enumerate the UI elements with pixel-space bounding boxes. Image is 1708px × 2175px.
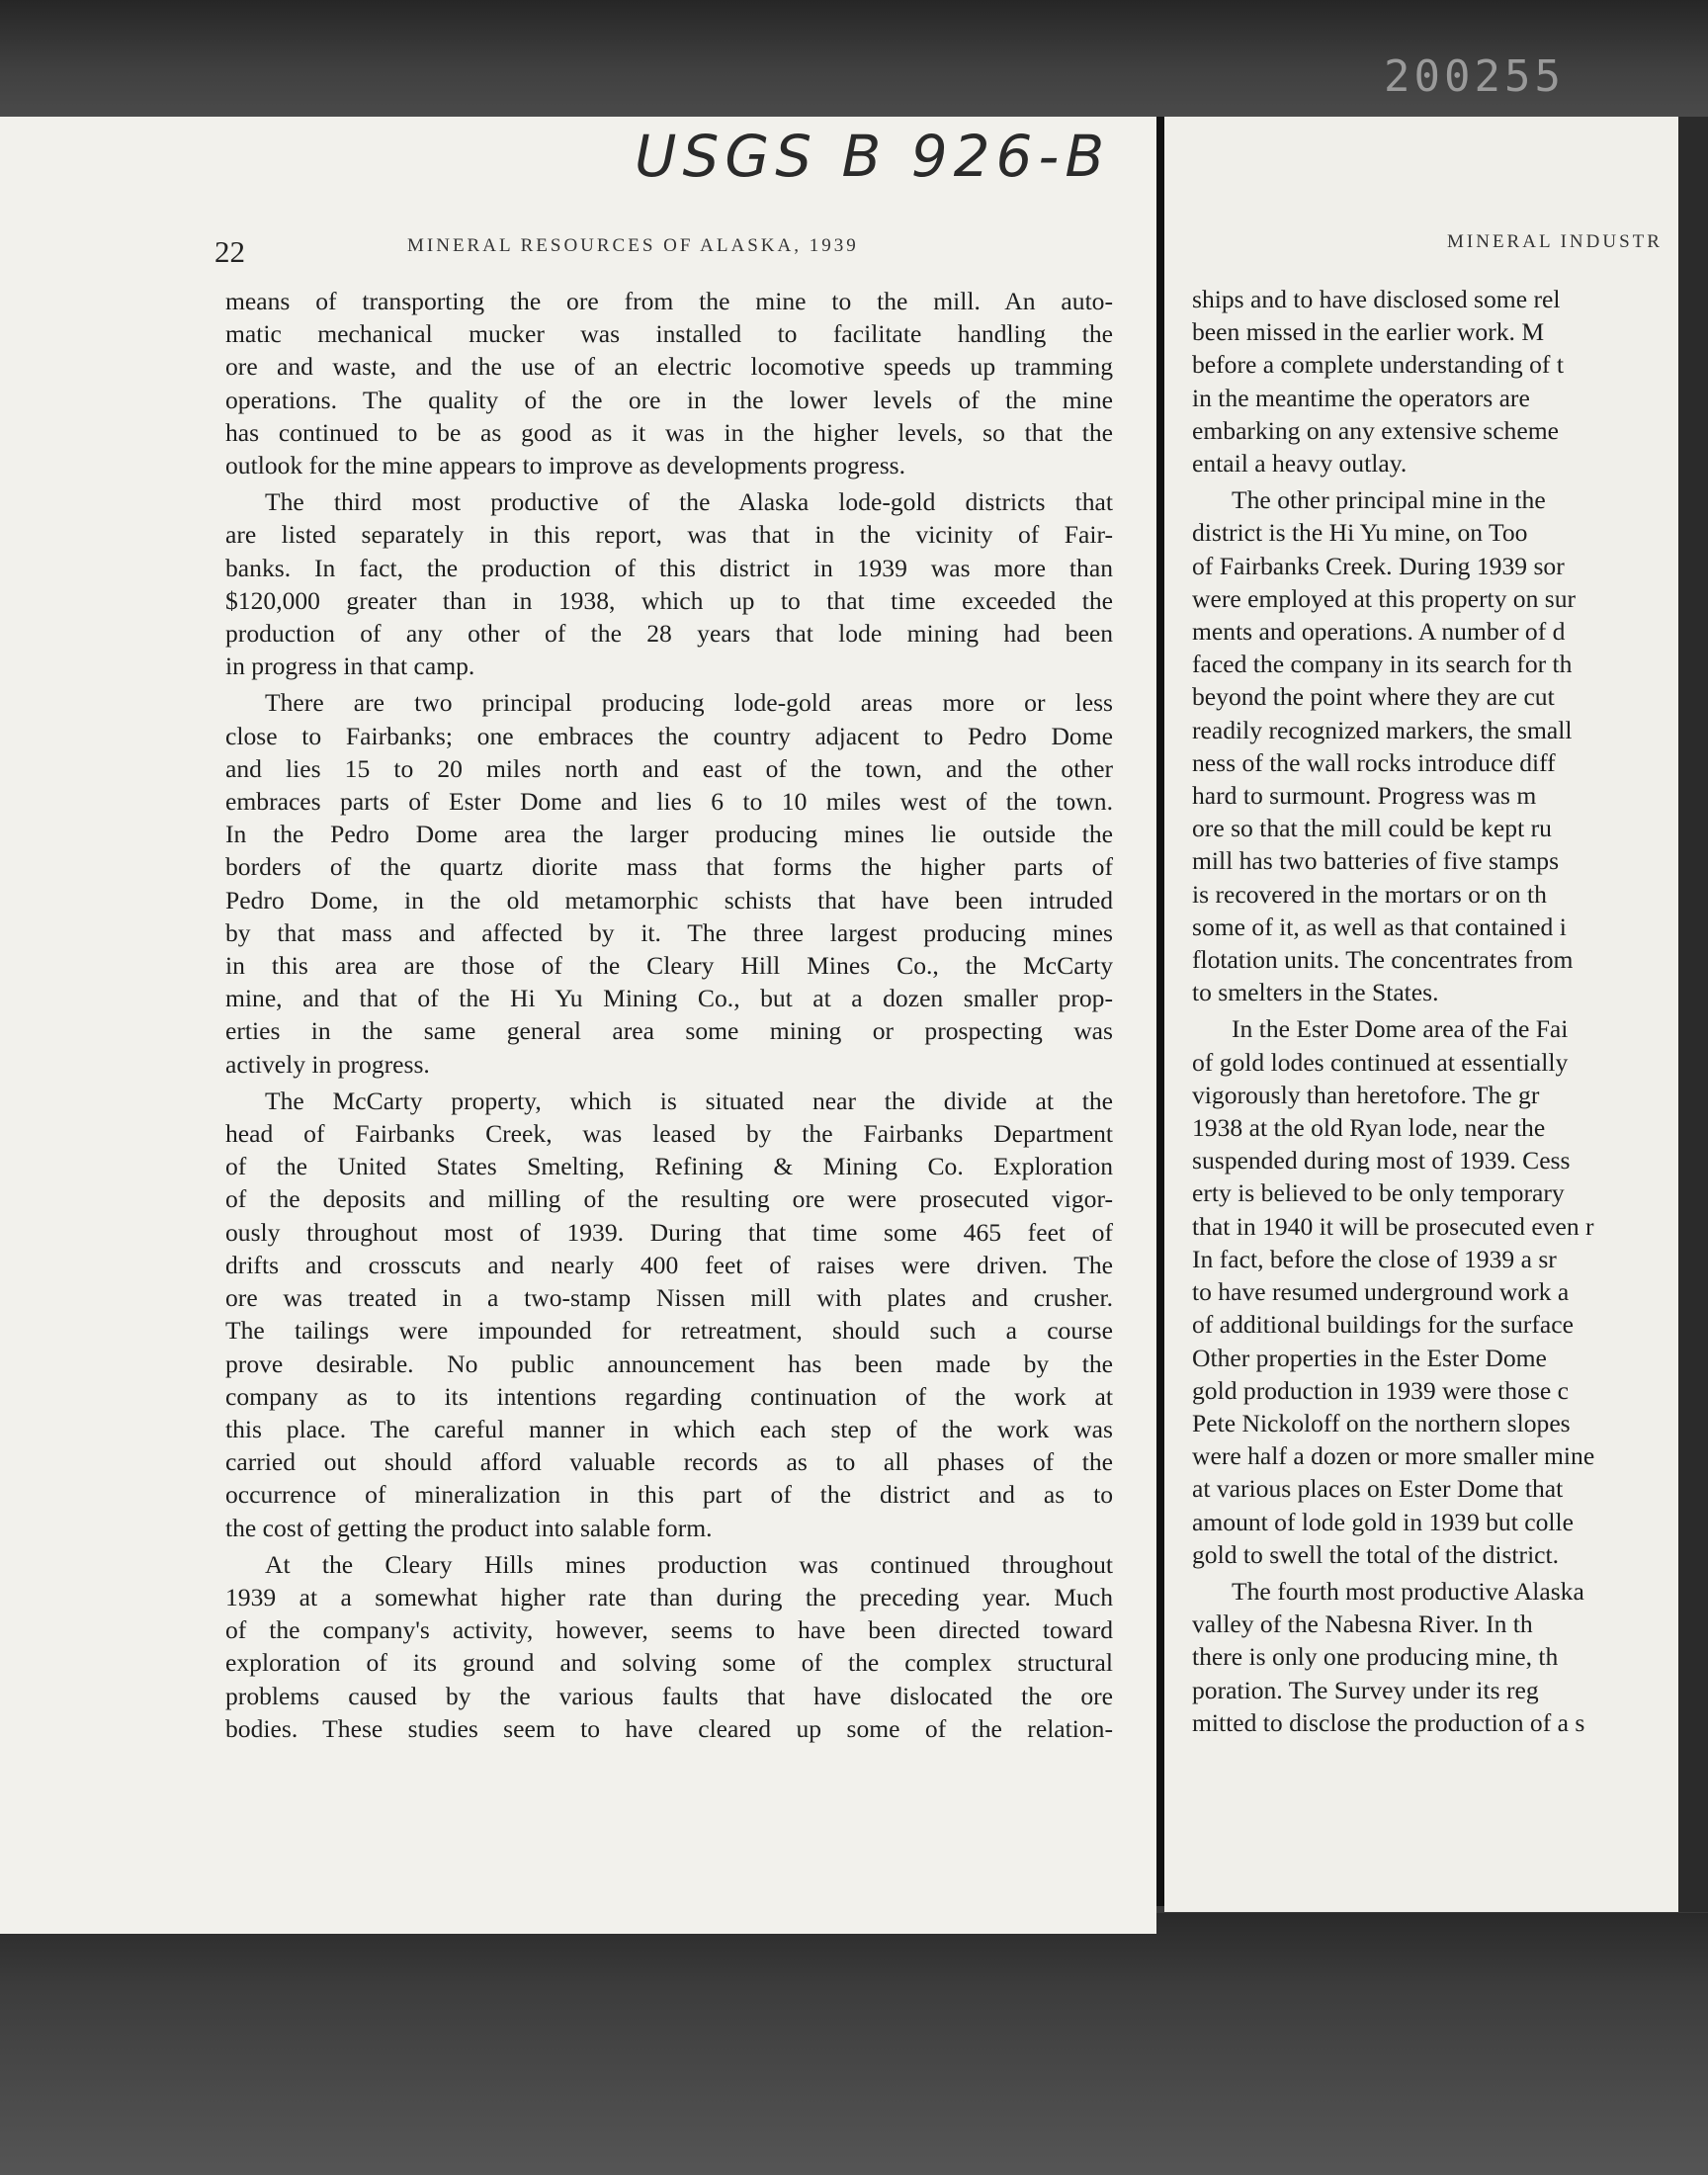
text-line: are listed separately in this report, was that in the vicinity of Fair-	[225, 520, 1113, 550]
text-line: Pedro Dome, in the old metamorphic schists that have been intruded	[225, 885, 1113, 914]
text-line: actively in progress.	[225, 1049, 430, 1079]
text-line: erty is believed to be only temporary	[1192, 1178, 1565, 1208]
text-line: this place. The careful manner in which each step of the work was	[225, 1414, 1113, 1443]
text-line: banks. In fact, the production of this district in 1939 was more than	[225, 553, 1113, 582]
scan-border-right	[1678, 117, 1708, 1912]
text-line: At the Cleary Hills mines production was continued throughout	[265, 1549, 1113, 1579]
page-gutter	[1156, 117, 1164, 1906]
text-line: mine, and that of the Hi Yu Mining Co., but at a dozen smaller prop-	[225, 984, 1113, 1013]
text-line: that in 1940 it will be prosecuted even r	[1192, 1211, 1594, 1241]
text-line: erties in the same general area some mining or prospecting was	[225, 1016, 1113, 1046]
text-line: faced the company in its search for th	[1192, 650, 1573, 679]
text-line: is recovered in the mortars or on th	[1192, 879, 1547, 909]
scan-border-bottom	[0, 1913, 1708, 2175]
page-number: 22	[214, 234, 245, 269]
text-line: occurrence of mineralization in this part of the district and as to	[225, 1480, 1113, 1510]
handwritten-catalog-note: USGS B 926-B	[635, 123, 1111, 190]
text-line: company as to its intentions regarding continuation of the work at	[225, 1381, 1113, 1411]
left-running-head: MINERAL RESOURCES OF ALASKA, 1939	[407, 235, 859, 256]
text-line: hard to surmount. Progress was m	[1192, 781, 1537, 811]
archive-stamp-number: 200255	[1384, 51, 1565, 102]
text-line: district is the Hi Yu mine, on Too	[1192, 518, 1528, 548]
text-line: ore and waste, and the use of an electric locomotive speeds up tramming	[225, 352, 1113, 382]
text-line: mill has two batteries of five stamps	[1192, 846, 1560, 876]
text-line: flotation units. The concentrates from	[1192, 945, 1574, 975]
text-line: ously throughout most of 1939. During that time some 465 feet of	[225, 1217, 1113, 1247]
text-line: In fact, before the close of 1939 a sr	[1192, 1244, 1557, 1273]
text-line: $120,000 greater than in 1938, which up to that time exceeded the	[225, 585, 1113, 615]
text-line: carried out should afford valuable records as to all phases of the	[225, 1447, 1113, 1477]
text-line: the cost of getting the product into salable form.	[225, 1513, 713, 1542]
text-line: bodies. These studies seem to have cleared up some of the relation-	[225, 1713, 1113, 1743]
text-line: there is only one producing mine, th	[1192, 1642, 1559, 1672]
right-page-text	[1192, 283, 1678, 1739]
text-line: embraces parts of Ester Dome and lies 6 to 10 miles west of the town.	[225, 787, 1113, 817]
text-line: embarking on any extensive scheme	[1192, 415, 1559, 445]
text-line: were employed at this property on sur	[1192, 583, 1577, 613]
text-line: in this area are those of the Cleary Hill Mines Co., the McCarty	[225, 951, 1113, 981]
text-line: of the deposits and milling of the resulting ore were prosecuted vigor-	[225, 1184, 1113, 1214]
text-line: The tailings were impounded for retreatment, should such a course	[225, 1316, 1113, 1346]
text-line: entail a heavy outlay.	[1192, 449, 1408, 478]
text-line: of Fairbanks Creek. During 1939 sor	[1192, 551, 1565, 580]
text-line: suspended during most of 1939. Cess	[1192, 1146, 1571, 1175]
text-line: ore was treated in a two-stamp Nissen mill with plates and crusher.	[225, 1283, 1113, 1313]
text-line: before a complete understanding of t	[1192, 350, 1564, 380]
text-line: of the United States Smelting, Refining & Mining Co. Exploration	[225, 1152, 1113, 1181]
text-line: to smelters in the States.	[1192, 978, 1439, 1007]
text-line: to have resumed underground work a	[1192, 1277, 1570, 1307]
text-line: production of any other of the 28 years that lode mining had been	[225, 619, 1113, 649]
text-line: Other properties in the Ester Dome	[1192, 1343, 1547, 1372]
text-line: gold to swell the total of the district.	[1192, 1539, 1560, 1569]
text-line: beyond the point where they are cut	[1192, 682, 1555, 712]
text-line: close to Fairbanks; one embraces the country adjacent to Pedro Dome	[225, 721, 1113, 750]
text-line: of gold lodes continued at essentially	[1192, 1047, 1569, 1077]
text-line: operations. The quality of the ore in the lower levels of the mine	[225, 385, 1113, 414]
text-line: of additional buildings for the surface	[1192, 1310, 1574, 1340]
text-line: readily recognized markers, the small	[1192, 715, 1573, 744]
text-line: at various places on Ester Dome that	[1192, 1474, 1564, 1504]
text-line: outlook for the mine appears to improve as developments progress.	[225, 451, 906, 480]
text-line: 1938 at the old Ryan lode, near the	[1192, 1113, 1546, 1143]
text-line: were half a dozen or more smaller mine	[1192, 1441, 1595, 1471]
text-line: poration. The Survey under its reg	[1192, 1675, 1539, 1704]
text-line: vigorously than heretofore. The gr	[1192, 1080, 1540, 1109]
right-page	[1164, 117, 1678, 1912]
text-line: borders of the quartz diorite mass that forms the higher parts of	[225, 852, 1113, 882]
text-line: gold production in 1939 were those c	[1192, 1375, 1569, 1405]
text-line: been missed in the earlier work. M	[1192, 317, 1545, 347]
text-line: head of Fairbanks Creek, was leased by the Fairbanks Department	[225, 1119, 1113, 1149]
text-line: amount of lode gold in 1939 but colle	[1192, 1507, 1574, 1536]
text-line: drifts and crosscuts and nearly 400 feet of raises were driven. The	[225, 1250, 1113, 1279]
right-running-head: MINERAL INDUSTR	[1447, 231, 1663, 252]
text-line: some of it, as well as that contained i	[1192, 912, 1567, 941]
text-line: In the Pedro Dome area the larger producing mines lie outside the	[225, 820, 1113, 849]
text-line: by that mass and affected by it. The three largest producing mines	[225, 917, 1113, 947]
text-line: of the company's activity, however, seems to have been directed toward	[225, 1615, 1113, 1645]
text-line: In the Ester Dome area of the Fai	[1232, 1014, 1569, 1044]
text-line: ore so that the mill could be kept ru	[1192, 814, 1552, 843]
text-line: The other principal mine in the	[1232, 485, 1546, 515]
text-line: The third most productive of the Alaska lode-gold districts that	[265, 487, 1113, 517]
text-line: prove desirable. No public announcement has been made by the	[225, 1348, 1113, 1378]
text-line: The fourth most productive Alaska	[1232, 1576, 1584, 1606]
text-line: has continued to be as good as it was in the higher levels, so that the	[225, 417, 1113, 447]
text-line: and lies 15 to 20 miles north and east of the town, and the other	[225, 753, 1113, 783]
text-line: 1939 at a somewhat higher rate than during the preceding year. Much	[225, 1582, 1113, 1611]
text-line: exploration of its ground and solving some of the complex structural	[225, 1648, 1113, 1678]
text-line: ments and operations. A number of d	[1192, 617, 1566, 647]
text-line: problems caused by the various faults that have dislocated the ore	[225, 1681, 1113, 1710]
text-line: ness of the wall rocks introduce diff	[1192, 747, 1556, 777]
text-line: matic mechanical mucker was installed to facilitate handling the	[225, 319, 1113, 349]
text-line: in progress in that camp.	[225, 652, 475, 681]
text-line: There are two principal producing lode-gold areas more or less	[265, 688, 1113, 718]
text-line: mitted to disclose the production of a s	[1192, 1707, 1585, 1737]
text-line: ships and to have disclosed some rel	[1192, 285, 1561, 313]
text-line: valley of the Nabesna River. In th	[1192, 1610, 1533, 1639]
left-page-text	[225, 285, 1113, 1745]
text-line: Pete Nickoloff on the northern slopes	[1192, 1408, 1571, 1437]
text-line: in the meantime the operators are	[1192, 383, 1530, 412]
text-line: means of transporting the ore from the mine to the mill. An auto-	[225, 287, 1113, 315]
text-line: The McCarty property, which is situated near the divide at the	[265, 1086, 1113, 1115]
